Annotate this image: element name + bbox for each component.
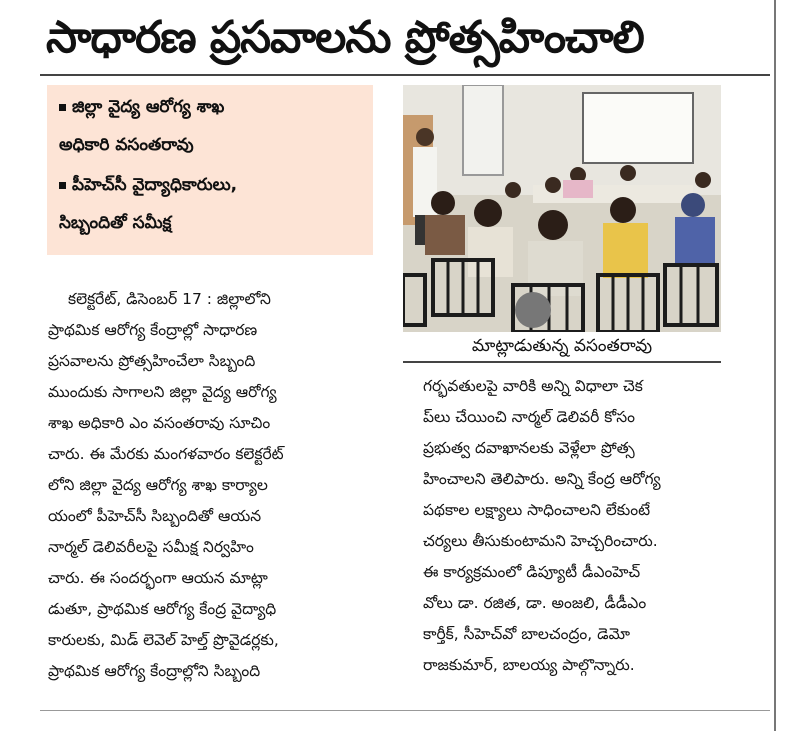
body-line: వోలు డా. రజిత, డా. అంజలి, డీడీఎం <box>423 594 647 612</box>
bullet-icon <box>59 104 66 111</box>
photo-caption: మాట్లాడుతున్న వసంతరావు <box>471 336 653 356</box>
highlight-text: పీహెచ్‌సీ వైద్యాధికారులు, <box>72 175 238 195</box>
body-line: నార్మల్ డెలివరీలపై సమీక్ష నిర్వహిం <box>48 538 254 556</box>
body-line: ప్రసవాలను ప్రోత్సహించేలా సిబ్బంది <box>48 352 256 370</box>
body-line: ప్రభుత్వ దవాఖానలకు వెళ్లేలా ప్రోత్స <box>423 439 635 457</box>
body-line: కార్తీక్, సీహెచ్‌వో బాలచంద్రం, డెమో <box>423 625 630 643</box>
body-line: హించాలని తెలిపారు. అన్ని కేంద్ర ఆరోగ్య <box>423 470 661 488</box>
article-body-left-column <box>48 284 374 687</box>
body-line: ముందుకు సాగాలని జిల్లా వైద్య ఆరోగ్య <box>48 383 277 401</box>
article-headline: సాధారణ ప్రసవాలను ప్రోత్సహించాలి <box>46 12 644 63</box>
body-line: ప్‌లు చేయించి నార్మల్ డెలివరీ కోసం <box>423 408 636 426</box>
highlight-text: అధికారి వసంతరావు <box>59 135 194 155</box>
meeting-photo-illustration <box>403 85 721 332</box>
body-line: డుతూ, ప్రాథమిక ఆరోగ్య కేంద్ర వైద్యాధి <box>48 600 277 618</box>
highlight-line <box>59 213 171 237</box>
body-line: ప్రాథమిక ఆరోగ్య కేంద్రాల్లోని సిబ్బంది <box>48 662 261 680</box>
highlight-text: జిల్లా వైద్య ఆరోగ్య శాఖ <box>72 97 225 117</box>
headline-rule <box>40 74 770 76</box>
highlights-box <box>47 85 373 255</box>
body-line: యంలో పీహెచ్‌సీ సిబ్బందితో ఆయన <box>48 507 262 525</box>
body-line: పథకాల లక్ష్యాలు సాధించాలని లేకుంటే <box>423 501 651 519</box>
body-line: చారు. ఈ సందర్భంగా ఆయన మాట్లా <box>48 569 268 587</box>
body-line: శాఖ అధికారి ఎం వసంతరావు సూచిం <box>48 414 271 432</box>
meeting-photo <box>403 85 721 332</box>
page-column-rule <box>774 0 776 731</box>
caption-rule <box>403 361 721 363</box>
body-line: గర్భవతులపై వారికి అన్ని విధాలా చెక <box>423 377 643 395</box>
body-line: రాజకుమార్, బాలయ్య పాల్గొన్నారు. <box>423 656 635 674</box>
body-line: ప్రాథమిక ఆరోగ్య కేంద్రాల్లో సాధారణ <box>48 321 258 339</box>
article-body-right-column <box>423 371 723 681</box>
highlight-line <box>59 135 194 159</box>
body-line: కలెక్టరేట్, డిసెంబర్ 17 : జిల్లాలోని <box>68 290 271 308</box>
body-line: ఈ కార్యక్రమంలో డిప్యూటీ డీఎంహెచ్ <box>423 563 641 581</box>
body-line: కారులకు, మిడ్ లెవెల్ హెల్త్ ప్రొవైడర్లకు, <box>48 631 279 649</box>
bullet-icon <box>59 182 66 189</box>
body-line: చారు. ఈ మేరకు మంగళవారం కలెక్టరేట్ <box>48 445 284 463</box>
highlight-line <box>59 175 237 199</box>
bottom-rule <box>40 710 770 711</box>
highlight-line <box>59 97 224 121</box>
body-line: లోని జిల్లా వైద్య ఆరోగ్య శాఖ కార్యాల <box>48 476 268 494</box>
body-line: చర్యలు తీసుకుంటామని హెచ్చరించారు. <box>423 532 658 550</box>
highlight-text: సిబ్బందితో సమీక్ష <box>59 213 172 233</box>
